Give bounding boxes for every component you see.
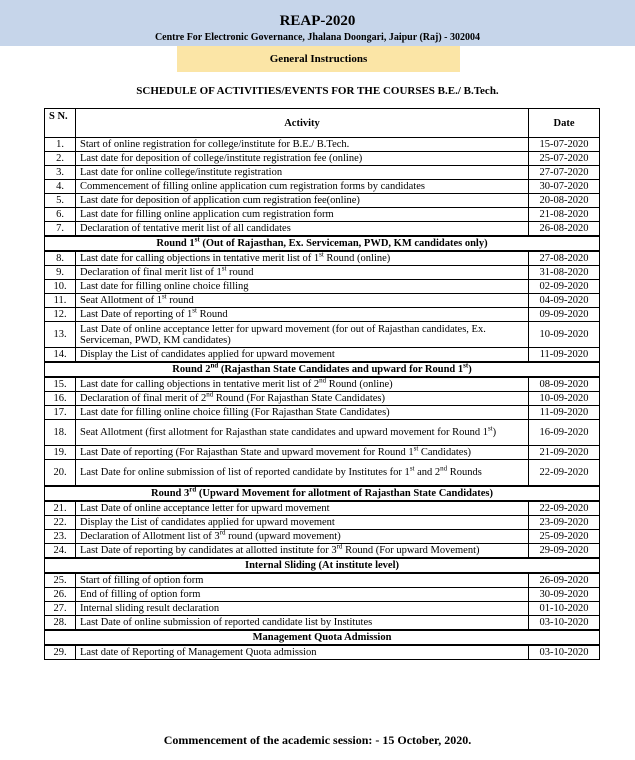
table-row bbox=[45, 377, 600, 392]
table-row bbox=[45, 530, 600, 544]
row-activity: Last date for filling online choice filling (For Rajasthan State Candidates) bbox=[76, 406, 529, 420]
table-row bbox=[45, 152, 600, 166]
row-serial-number: 14. bbox=[45, 348, 76, 363]
table-row bbox=[45, 588, 600, 602]
row-activity: Last date for calling objections in tentative merit list of 2nd Round (online) bbox=[76, 377, 529, 392]
table-row bbox=[45, 180, 600, 194]
row-activity: Internal sliding result declaration bbox=[76, 602, 529, 616]
section-row bbox=[45, 236, 600, 251]
row-date: 29-09-2020 bbox=[529, 544, 600, 559]
row-activity: Display the List of candidates applied for upward movement bbox=[76, 348, 529, 363]
row-activity: Declaration of Allotment list of 3rd round (upward movement) bbox=[76, 530, 529, 544]
table-row bbox=[45, 208, 600, 222]
section-heading: Round 2nd (Rajasthan State Candidates and upward for Round 1st) bbox=[45, 362, 600, 377]
row-activity: Last Date for online submission of list of reported candidate by Institutes for 1st and 2nd Rounds bbox=[76, 460, 529, 487]
row-date: 30-09-2020 bbox=[529, 588, 600, 602]
row-date: 22-09-2020 bbox=[529, 501, 600, 516]
row-date: 10-09-2020 bbox=[529, 392, 600, 406]
row-activity: Display the List of candidates applied for upward movement bbox=[76, 516, 529, 530]
row-activity: Last date for deposition of application cum registration fee(online) bbox=[76, 194, 529, 208]
row-activity: Declaration of final merit list of 1st round bbox=[76, 266, 529, 280]
row-date: 02-09-2020 bbox=[529, 280, 600, 294]
row-serial-number: 20. bbox=[45, 460, 76, 487]
row-activity: Last Date of online acceptance letter for upward movement bbox=[76, 501, 529, 516]
schedule-title: SCHEDULE OF ACTIVITIES/EVENTS FOR THE COURSES B.E./ B.Tech. bbox=[136, 85, 499, 97]
table-row bbox=[45, 616, 600, 631]
table-row bbox=[45, 460, 600, 487]
row-date: 03-10-2020 bbox=[529, 645, 600, 660]
row-date: 11-09-2020 bbox=[529, 348, 600, 363]
row-date: 25-07-2020 bbox=[529, 152, 600, 166]
row-activity: Last date of Reporting of Management Quota admission bbox=[76, 645, 529, 660]
row-activity: Last date for deposition of college/institute registration fee (online) bbox=[76, 152, 529, 166]
row-serial-number: 17. bbox=[45, 406, 76, 420]
row-date: 21-08-2020 bbox=[529, 208, 600, 222]
table-row bbox=[45, 573, 600, 588]
row-date: 27-07-2020 bbox=[529, 166, 600, 180]
row-date: 25-09-2020 bbox=[529, 530, 600, 544]
row-serial-number: 27. bbox=[45, 602, 76, 616]
table-row bbox=[45, 222, 600, 237]
row-serial-number: 22. bbox=[45, 516, 76, 530]
table-row bbox=[45, 348, 600, 363]
row-activity: Start of filling of option form bbox=[76, 573, 529, 588]
row-date: 22-09-2020 bbox=[529, 460, 600, 487]
academic-session-note: Commencement of the academic session: - 15 October, 2020. bbox=[163, 733, 472, 747]
row-serial-number: 18. bbox=[45, 420, 76, 446]
column-header-sn: S N. bbox=[45, 109, 76, 138]
row-activity: Seat Allotment of 1st round bbox=[76, 294, 529, 308]
page-subtitle: Centre For Electronic Governance, Jhalana Doongari, Jaipur (Raj) - 302004 bbox=[154, 32, 481, 43]
section-row bbox=[45, 630, 600, 645]
row-activity: Last Date of reporting (For Rajasthan State and upward movement for Round 1st Candidates) bbox=[76, 446, 529, 460]
row-date: 26-08-2020 bbox=[529, 222, 600, 237]
row-serial-number: 4. bbox=[45, 180, 76, 194]
table-row bbox=[45, 138, 600, 152]
row-activity: Seat Allotment (first allotment for Rajasthan state candidates and upward movement for Round 1st) bbox=[76, 420, 529, 446]
table-row bbox=[45, 392, 600, 406]
table-row bbox=[45, 322, 600, 348]
row-serial-number: 24. bbox=[45, 544, 76, 559]
section-row bbox=[45, 558, 600, 573]
column-header-date: Date bbox=[529, 109, 600, 138]
row-date: 09-09-2020 bbox=[529, 308, 600, 322]
row-date: 04-09-2020 bbox=[529, 294, 600, 308]
table-row bbox=[45, 166, 600, 180]
schedule-table bbox=[44, 108, 600, 660]
row-serial-number: 15. bbox=[45, 377, 76, 392]
section-heading: Round 1st (Out of Rajasthan, Ex. Serviceman, PWD, KM candidates only) bbox=[45, 236, 600, 251]
row-date: 10-09-2020 bbox=[529, 322, 600, 348]
table-header-row bbox=[45, 109, 600, 138]
row-date: 16-09-2020 bbox=[529, 420, 600, 446]
row-serial-number: 19. bbox=[45, 446, 76, 460]
general-instructions-label: General Instructions bbox=[177, 46, 460, 72]
row-date: 23-09-2020 bbox=[529, 516, 600, 530]
table-row bbox=[45, 294, 600, 308]
table-row bbox=[45, 266, 600, 280]
table-row bbox=[45, 308, 600, 322]
row-activity: Commencement of filling online application cum registration forms by candidates bbox=[76, 180, 529, 194]
table-row bbox=[45, 446, 600, 460]
row-date: 30-07-2020 bbox=[529, 180, 600, 194]
table-row bbox=[45, 420, 600, 446]
row-date: 08-09-2020 bbox=[529, 377, 600, 392]
row-activity: Last Date of reporting by candidates at allotted institute for 3rd Round (For upward Movement) bbox=[76, 544, 529, 559]
table-row bbox=[45, 194, 600, 208]
row-serial-number: 23. bbox=[45, 530, 76, 544]
row-date: 31-08-2020 bbox=[529, 266, 600, 280]
row-activity: Last Date of online acceptance letter for upward movement (for out of Rajasthan candidates, Ex. Serviceman, PWD, KM candidates) bbox=[76, 322, 529, 348]
row-serial-number: 26. bbox=[45, 588, 76, 602]
row-serial-number: 29. bbox=[45, 645, 76, 660]
row-activity: Last date for filling online choice filling bbox=[76, 280, 529, 294]
row-activity: Last Date of reporting of 1st Round bbox=[76, 308, 529, 322]
row-serial-number: 5. bbox=[45, 194, 76, 208]
row-serial-number: 16. bbox=[45, 392, 76, 406]
row-serial-number: 10. bbox=[45, 280, 76, 294]
row-serial-number: 2. bbox=[45, 152, 76, 166]
row-date: 03-10-2020 bbox=[529, 616, 600, 631]
row-serial-number: 13. bbox=[45, 322, 76, 348]
table-row bbox=[45, 406, 600, 420]
row-date: 27-08-2020 bbox=[529, 251, 600, 266]
row-date: 20-08-2020 bbox=[529, 194, 600, 208]
section-heading: Management Quota Admission bbox=[45, 630, 600, 645]
row-serial-number: 11. bbox=[45, 294, 76, 308]
row-serial-number: 12. bbox=[45, 308, 76, 322]
row-activity: Start of online registration for college/institute for B.E./ B.Tech. bbox=[76, 138, 529, 152]
row-activity: Last date for calling objections in tentative merit list of 1st Round (online) bbox=[76, 251, 529, 266]
row-date: 01-10-2020 bbox=[529, 602, 600, 616]
row-serial-number: 8. bbox=[45, 251, 76, 266]
table-row bbox=[45, 645, 600, 660]
row-activity: Last date for filling online application cum registration form bbox=[76, 208, 529, 222]
row-serial-number: 3. bbox=[45, 166, 76, 180]
section-row bbox=[45, 362, 600, 377]
table-row bbox=[45, 516, 600, 530]
row-date: 15-07-2020 bbox=[529, 138, 600, 152]
table-row bbox=[45, 280, 600, 294]
row-serial-number: 6. bbox=[45, 208, 76, 222]
row-activity: Last Date of online submission of reported candidate list by Institutes bbox=[76, 616, 529, 631]
column-header-activity: Activity bbox=[76, 109, 529, 138]
table-row bbox=[45, 501, 600, 516]
table-row bbox=[45, 602, 600, 616]
row-serial-number: 9. bbox=[45, 266, 76, 280]
row-serial-number: 28. bbox=[45, 616, 76, 631]
row-activity: End of filling of option form bbox=[76, 588, 529, 602]
row-serial-number: 25. bbox=[45, 573, 76, 588]
row-serial-number: 7. bbox=[45, 222, 76, 237]
table-body bbox=[45, 138, 600, 660]
section-heading: Round 3rd (Upward Movement for allotment of Rajasthan State Candidates) bbox=[45, 486, 600, 501]
table-row bbox=[45, 251, 600, 266]
row-activity: Declaration of final merit of 2nd Round (For Rajasthan State Candidates) bbox=[76, 392, 529, 406]
row-serial-number: 21. bbox=[45, 501, 76, 516]
row-activity: Last date for online college/institute registration bbox=[76, 166, 529, 180]
section-row bbox=[45, 486, 600, 501]
page-title: REAP-2020 bbox=[279, 13, 356, 29]
header-banner bbox=[0, 0, 635, 46]
row-activity: Declaration of tentative merit list of all candidates bbox=[76, 222, 529, 237]
row-date: 26-09-2020 bbox=[529, 573, 600, 588]
table-row bbox=[45, 544, 600, 559]
row-date: 11-09-2020 bbox=[529, 406, 600, 420]
row-date: 21-09-2020 bbox=[529, 446, 600, 460]
row-serial-number: 1. bbox=[45, 138, 76, 152]
section-heading: Internal Sliding (At institute level) bbox=[45, 558, 600, 573]
